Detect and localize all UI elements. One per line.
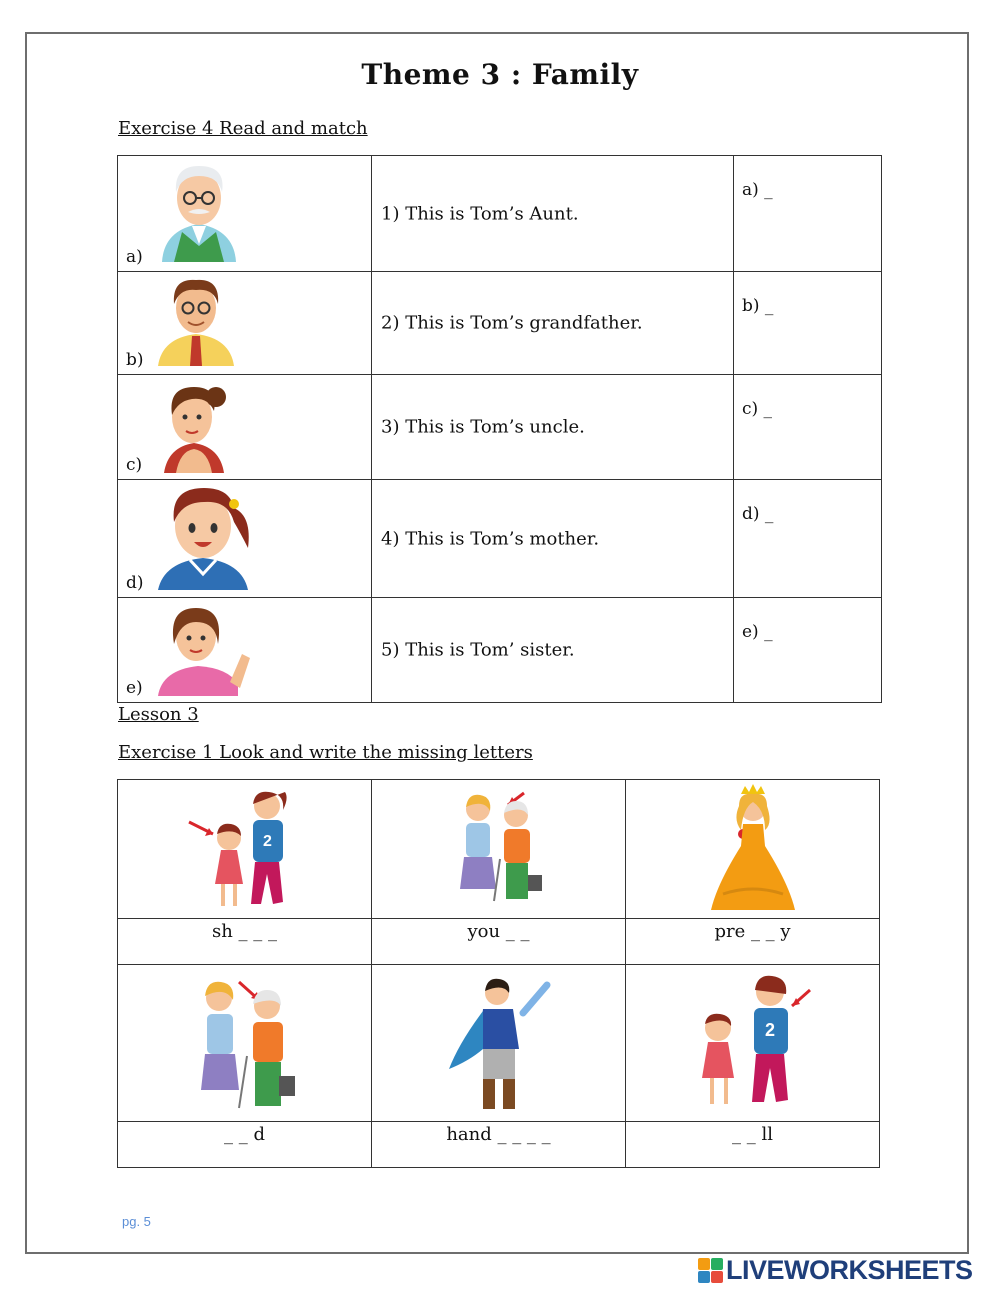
lesson-heading: Lesson 3: [118, 704, 199, 725]
picture-cell: [118, 480, 372, 598]
svg-text:2: 2: [764, 1020, 775, 1040]
table-row: [118, 965, 880, 1122]
answer-cell[interactable]: [734, 375, 882, 480]
table-row: [118, 375, 882, 480]
brand-name: LIVEWORKSHEETS: [726, 1254, 973, 1285]
picture-cell: [118, 780, 372, 919]
answer-cell[interactable]: [734, 156, 882, 272]
exercise1-heading: Exercise 1 Look and write the missing letters: [118, 742, 533, 763]
table-row: [118, 1122, 880, 1168]
svg-text:2: 2: [262, 833, 272, 850]
answer-cell[interactable]: [734, 272, 882, 375]
sentence-cell: [372, 480, 734, 598]
picture-cell: [118, 272, 372, 375]
table-row: [118, 480, 882, 598]
word-blank[interactable]: you _ _: [372, 919, 626, 965]
uncle-icon: [154, 274, 238, 366]
picture-cell: [118, 965, 372, 1122]
page-title: Theme 3 : Family: [361, 58, 639, 91]
row-letter: b): [126, 350, 144, 370]
liveworksheets-logo-icon: [698, 1258, 723, 1283]
sentence: 2) This is Tom’s grandfather.: [381, 312, 643, 334]
match-table: [117, 155, 882, 703]
table-row: [118, 156, 882, 272]
princess-icon: [703, 784, 803, 914]
word-blank[interactable]: sh _ _ _: [118, 919, 372, 965]
siblings-icon: [688, 968, 818, 1118]
row-letter: a): [126, 247, 143, 267]
answer-blank[interactable]: a) _: [742, 180, 773, 200]
row-letter: d): [126, 573, 144, 593]
sentence: 4) This is Tom’s mother.: [381, 528, 600, 549]
sentence: 1) This is Tom’s Aunt.: [381, 203, 579, 224]
picture-cell: [118, 598, 372, 703]
picture-cell: [372, 780, 626, 919]
sister-icon: [148, 482, 258, 590]
table-row: [118, 780, 880, 919]
answer-blank[interactable]: e) _: [742, 622, 773, 642]
word-blank[interactable]: _ _ ll: [626, 1122, 880, 1168]
grandfather-icon: [154, 158, 244, 262]
table-row: [118, 598, 882, 703]
picture-cell: [118, 156, 372, 272]
sentence-cell: [372, 598, 734, 703]
brand-logo: [698, 1256, 973, 1284]
siblings-icon: [185, 784, 305, 914]
sentence-cell: [372, 156, 734, 272]
sentence: 5) This is Tom’ sister.: [381, 639, 575, 661]
picture-cell: [372, 965, 626, 1122]
sentence-cell: [372, 272, 734, 375]
picture-table: [117, 779, 880, 1168]
answer-cell[interactable]: [734, 598, 882, 703]
table-row: [118, 919, 880, 965]
young-and-old-women-icon: [444, 789, 554, 909]
word-blank[interactable]: _ _ d: [118, 1122, 372, 1168]
sentence-cell: [372, 375, 734, 480]
row-letter: c): [126, 455, 143, 475]
picture-cell: [626, 780, 880, 919]
picture-cell: [626, 965, 880, 1122]
prince-icon: [439, 973, 559, 1113]
answer-blank[interactable]: c) _: [742, 399, 773, 419]
table-row: [118, 272, 882, 375]
aunt-icon: [154, 600, 254, 696]
word-blank[interactable]: pre _ _ y: [626, 919, 880, 965]
exercise4-heading: Exercise 4 Read and match: [118, 118, 368, 139]
page-number: pg. 5: [122, 1214, 151, 1229]
answer-blank[interactable]: d) _: [742, 504, 774, 524]
word-blank[interactable]: hand _ _ _ _: [372, 1122, 626, 1168]
answer-cell[interactable]: [734, 480, 882, 598]
young-and-old-women-icon: [185, 970, 305, 1116]
mother-icon: [154, 377, 234, 473]
sentence: 3) This is Tom’s uncle.: [381, 416, 585, 438]
row-letter: e): [126, 678, 143, 698]
picture-cell: [118, 375, 372, 480]
answer-blank[interactable]: b) _: [742, 296, 774, 316]
